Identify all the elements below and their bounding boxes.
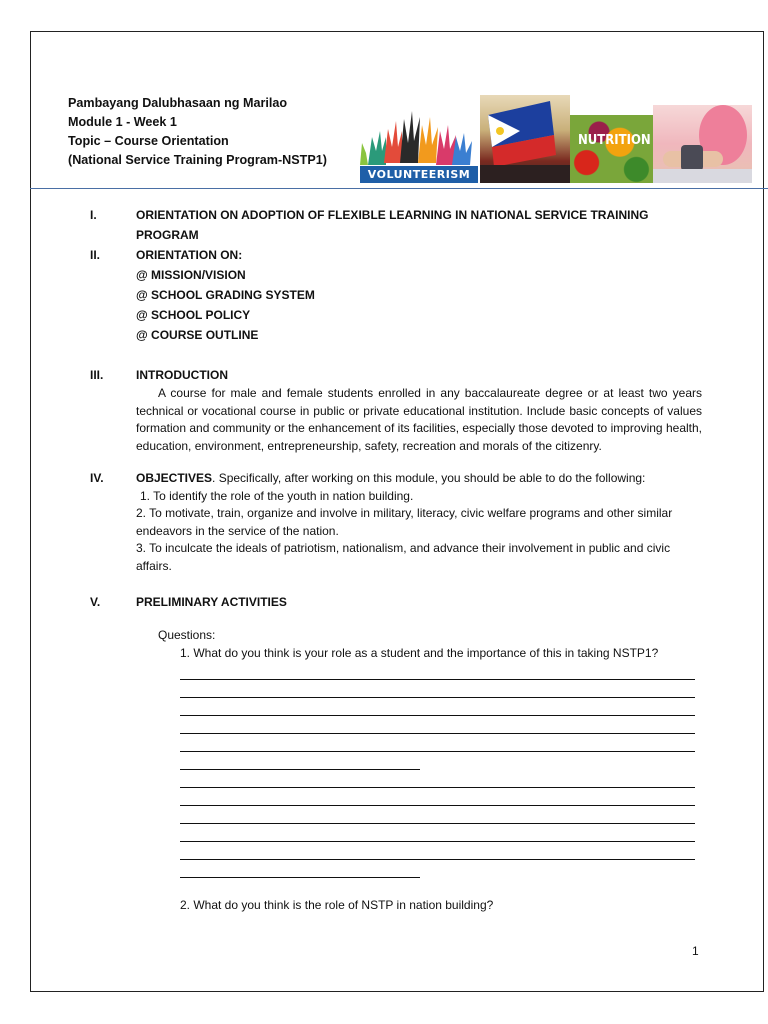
school-name: Pambayang Dalubhasaan ng Marilao bbox=[68, 96, 288, 110]
section-title: ORIENTATION ON: bbox=[136, 248, 243, 262]
question-1: 1. What do you think is your role as a student and the importance of this in taking NSTP1? bbox=[180, 646, 659, 660]
module-week: Module 1 - Week 1 bbox=[68, 115, 177, 129]
section-1 bbox=[90, 205, 702, 245]
introduction-paragraph bbox=[136, 385, 702, 455]
nutrition-label: NUTRITION bbox=[578, 133, 651, 148]
document-header bbox=[68, 94, 327, 170]
section-number: III. bbox=[90, 368, 104, 382]
answer-line[interactable] bbox=[180, 680, 695, 698]
health-check-image bbox=[653, 105, 752, 183]
header-banner-image bbox=[358, 95, 752, 183]
volunteerism-label: VOLUNTEERISM bbox=[360, 166, 478, 183]
section-title: OBJECTIVES bbox=[136, 471, 213, 485]
question-2: 2. What do you think is the role of NSTP in nation building? bbox=[180, 898, 494, 912]
topic: Topic – Course Orientation bbox=[68, 134, 229, 148]
list-item: @ SCHOOL POLICY bbox=[136, 308, 251, 322]
section-4 bbox=[90, 470, 702, 575]
answer-line[interactable] bbox=[180, 752, 420, 770]
blood-pressure-icon bbox=[653, 105, 752, 183]
introduction-text: A course for male and female students enrolled in any baccalaureate degree or at least two years technical or vocational course in public or private educational institution. Include basic concepts of values formation and community or the enhancement of its facilities, especially those devoted to improving health, education, environment, entrepreneurship, safety, recreation and morals of the citizenry. bbox=[136, 386, 702, 453]
answer-line[interactable] bbox=[180, 662, 695, 680]
section-title: INTRODUCTION bbox=[136, 368, 228, 382]
answer-line[interactable] bbox=[180, 716, 695, 734]
section-3 bbox=[90, 365, 702, 455]
answer-line[interactable] bbox=[180, 842, 695, 860]
objectives-lead-text: . Specifically, after working on this module, you should be able to do the following: bbox=[212, 471, 646, 485]
volunteerism-image bbox=[358, 107, 480, 183]
section-5 bbox=[90, 592, 702, 914]
answer-line[interactable] bbox=[180, 698, 695, 716]
answer-line[interactable] bbox=[180, 788, 695, 806]
list-item: @ MISSION/VISION bbox=[136, 268, 246, 282]
answer-line[interactable] bbox=[180, 770, 695, 788]
objectives-lead bbox=[136, 470, 702, 488]
objective-item: 1. To identify the role of the youth in nation building. bbox=[140, 488, 414, 503]
list-item: @ SCHOOL GRADING SYSTEM bbox=[136, 288, 315, 302]
section-number: IV. bbox=[90, 471, 104, 485]
document-body bbox=[90, 205, 702, 914]
objective-item: 2. To motivate, train, organize and involve in military, literacy, civic welfare programs and other similar endeavors in the service of the nation. bbox=[136, 506, 673, 538]
section-number: I. bbox=[90, 208, 97, 222]
section-title: PRELIMINARY ACTIVITIES bbox=[136, 595, 287, 609]
flag-crowd-image bbox=[480, 95, 570, 183]
section-title: ORIENTATION ON ADOPTION OF FLEXIBLE LEARNING IN NATIONAL SERVICE TRAINING PROGRAM bbox=[136, 208, 649, 242]
section-number: II. bbox=[90, 248, 101, 262]
page-number: 1 bbox=[692, 944, 699, 958]
flag-icon bbox=[480, 95, 570, 183]
section-2 bbox=[90, 245, 702, 345]
answer-line[interactable] bbox=[180, 734, 695, 752]
header-divider bbox=[30, 188, 768, 189]
objective-item: 3. To inculcate the ideals of patriotism, nationalism, and advance their involvement in public and civic affairs. bbox=[136, 541, 671, 573]
program-name: (National Service Training Program-NSTP1) bbox=[68, 153, 327, 167]
section-number: V. bbox=[90, 595, 101, 609]
answer-line[interactable] bbox=[180, 860, 420, 878]
answer-line[interactable] bbox=[180, 806, 695, 824]
answer-line[interactable] bbox=[180, 824, 695, 842]
nutrition-image bbox=[570, 115, 653, 183]
list-item: @ COURSE OUTLINE bbox=[136, 328, 259, 342]
questions-label: Questions: bbox=[158, 628, 216, 642]
